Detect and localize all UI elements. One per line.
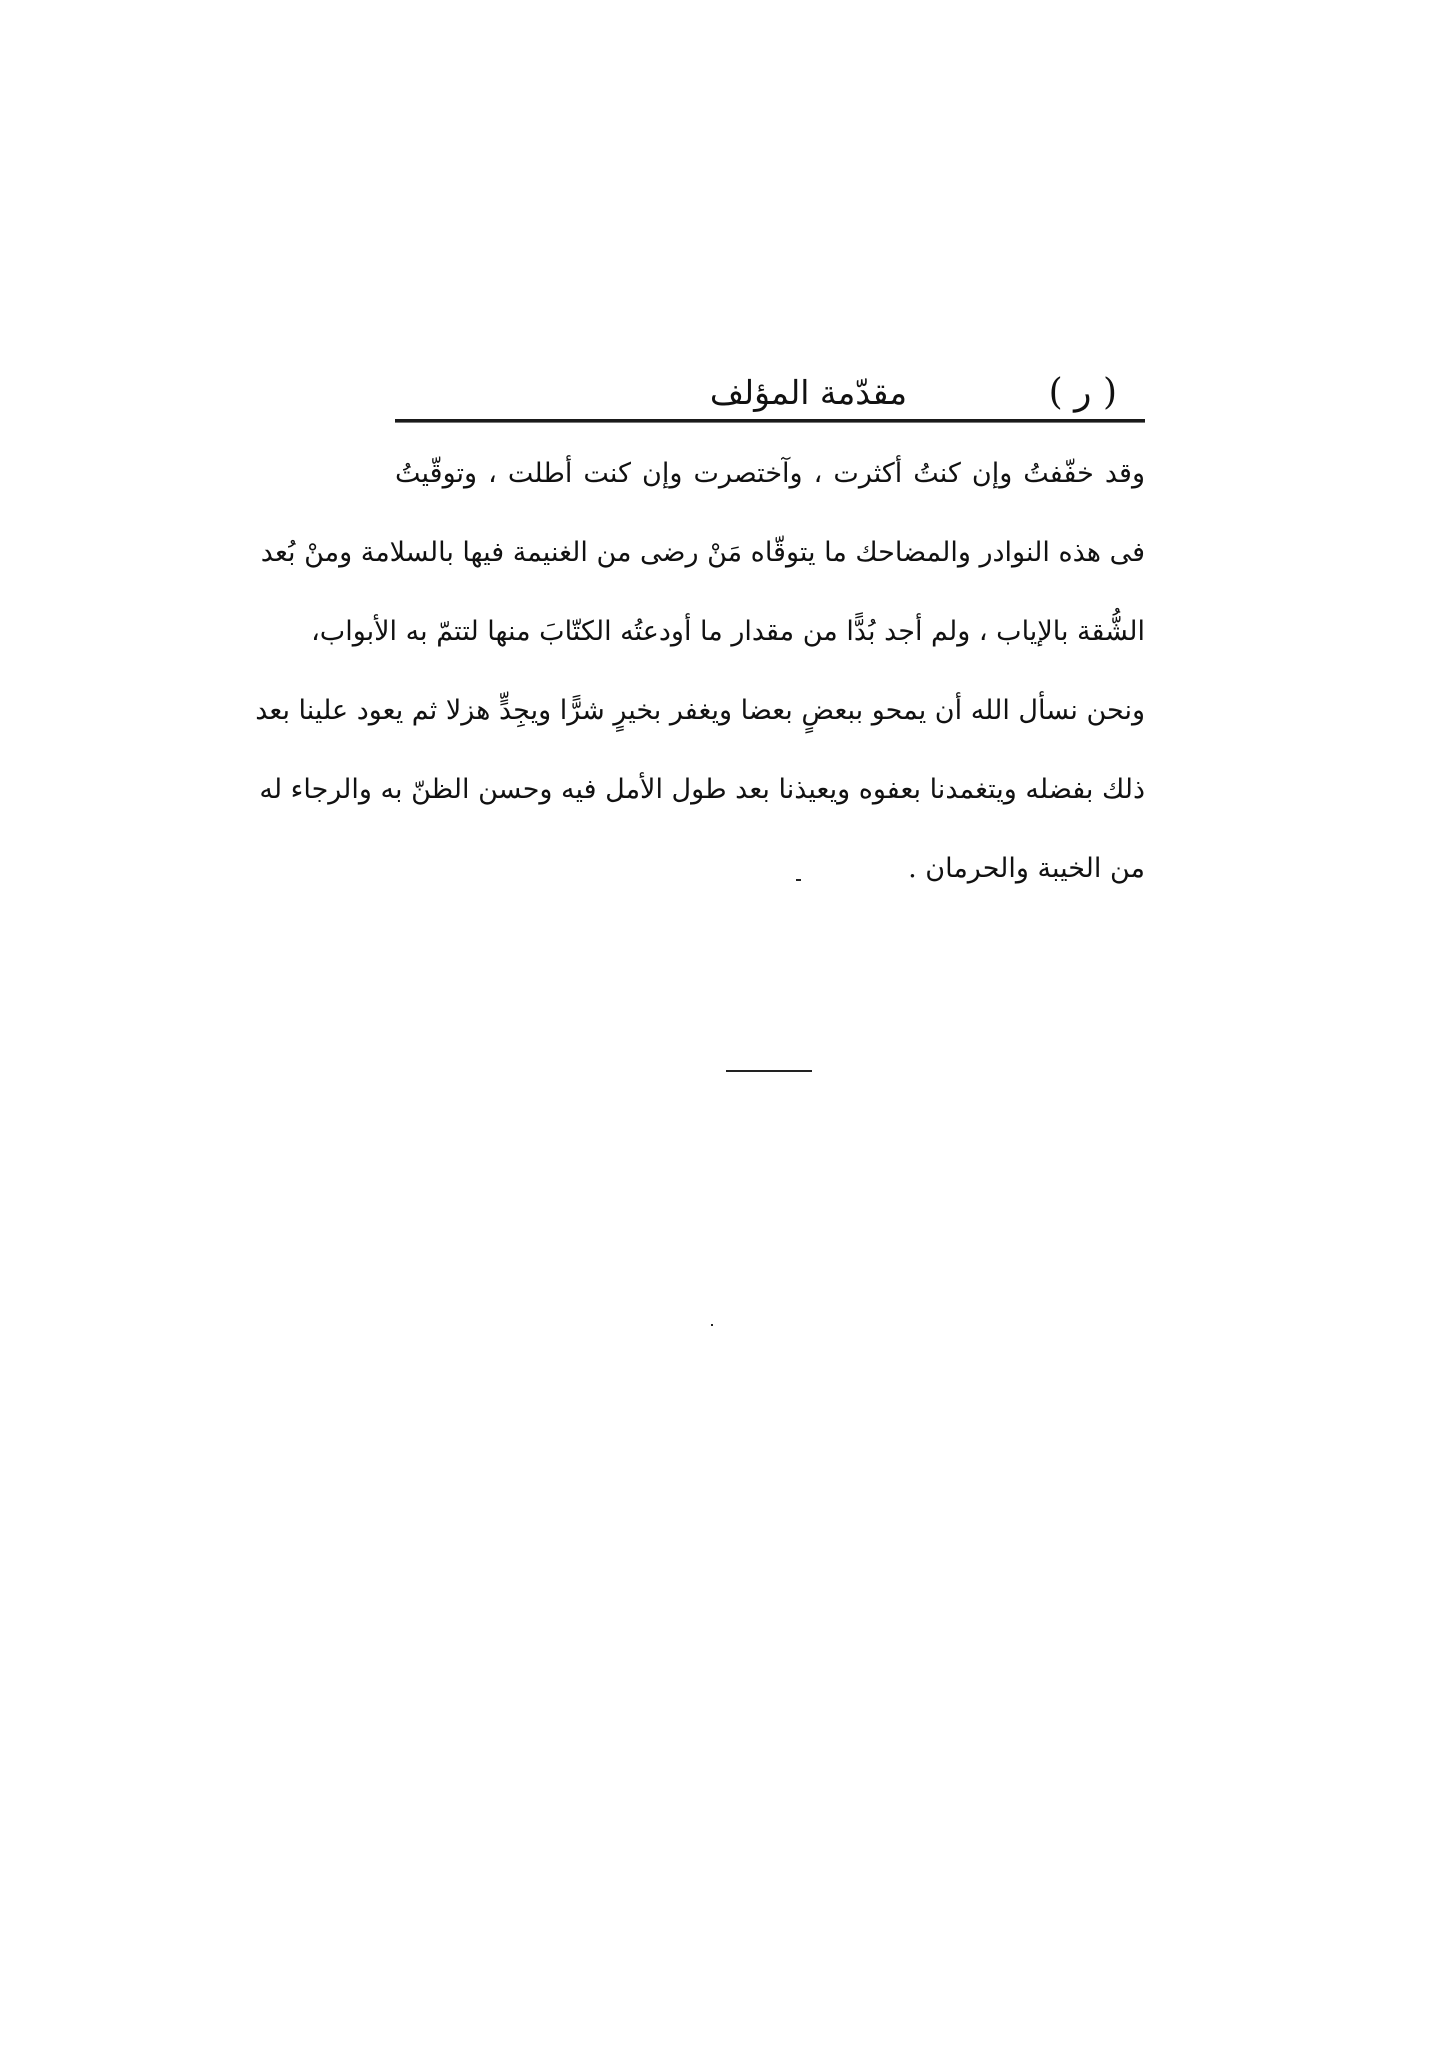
page-number: ( ر )	[1048, 372, 1117, 413]
text-line: ذلك بفضله ويتغمدنا بعفوه ويعيذنا بعد طول الأمل فيه وحسن الظنّ به والرجاء له	[259, 774, 1145, 805]
header-rule	[395, 419, 1145, 423]
text-line: وقد خفّفتُ وإن كنتُ أكثرت ، وآختصرت وإن كنت أطلت ، وتوقّيتُ	[395, 458, 1145, 489]
ink-speck	[796, 879, 801, 881]
ink-speck	[711, 1324, 713, 1326]
text-line: ونحن نسأل الله أن يمحو ببعضٍ بعضا ويغفر بخيرٍ شرًّا ويجِدٍّ هزلا ثم يعود علينا بعد	[255, 695, 1145, 726]
text-line: فى هذه النوادر والمضاحك ما يتوقّاه مَنْ رضى من الغنيمة فيها بالسلامة ومنْ بُعد	[260, 537, 1145, 568]
page-header	[395, 368, 1145, 418]
text-line: من الخيبة والحرمان .	[908, 853, 1145, 884]
text-line: الشُّقة بالإياب ، ولم أجد بُدًّا من مقدار ما أودعتُه الكتّابَ منها لتتمّ به الأبواب،	[311, 616, 1145, 647]
end-rule	[726, 1070, 812, 1072]
body-text	[255, 458, 1145, 932]
running-title: مقدّمة المؤلف	[709, 373, 907, 412]
